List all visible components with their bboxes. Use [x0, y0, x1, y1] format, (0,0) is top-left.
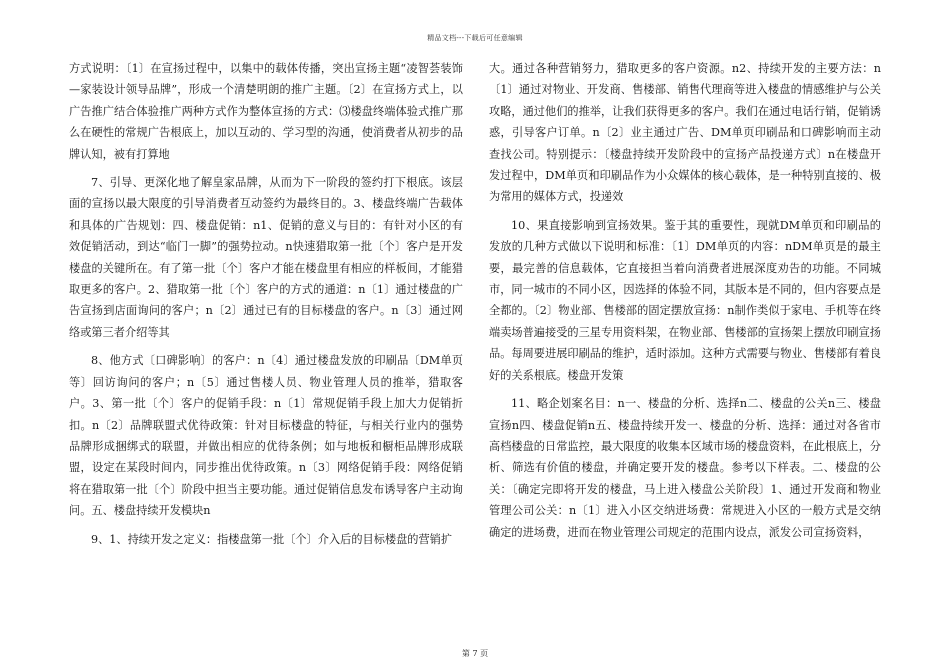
paragraph: 10、果直接影响到宣扬效果。鉴于其的重要性，现就DM单页和印刷品的发放的几种方式做以下说明和标准：〔1〕DM单页的内容：nDM单页是的最主要，最完善的信息载体，它直接担当着向消费者进展深度劝告的功能。不同城市，同一城市的不同小区，因选择的体验不同，其版本是不同的，但内容要点是全都的。〔2〕物业部、售楼部的固定摆放宣扬：n制作类似于家电、手机等在终端卖场普遍接受的三星专用资料架，在物业部、售楼部的宣扬架上摆放印刷宣扬品。每周要进展印刷品的维护，适时添加。这种方式需要与物业、售楼部有着良好的关系根底。楼盘开发策: [489, 218, 881, 382]
paragraph: 7、引导、更深化地了解皇家品牌，从而为下一阶段的签约打下根底。该层面的宣扬以最大限度的引导消费者互动签约为最终目的。3、楼盘终端广告载体和具体的广告规划：四、楼盘促销：n1、促销的意义与目的：有针对小区的有效促销活动，到达“临门一脚”的强势拉动。n快速猎取第一批〔个〕客户是开发楼盘的关键所在。有了第一批〔个〕客户才能在楼盘里有相应的样板间，才能猎取更多的客户。2、猎取第一批〔个〕客户的方式的通道：n〔1〕通过楼盘的广告宣扬到店面询问的客户；n〔2〕通过已有的目标楼盘的客户。n〔3〕通过网络或第三者介绍等其: [69, 176, 463, 339]
left-column: [69, 58, 463, 550]
paragraph: 9、1、持续开发之定义：指楼盘第一批〔个〕介入后的目标楼盘的营销扩: [91, 532, 453, 546]
paragraph: 大。通过各种营销努力，猎取更多的客户资源。n2、持续开发的主要方法：n〔1〕通过对物业、开发商、售楼部、销售代理商等进入楼盘的情感维护与公关攻略，通过他们的推举，让我们获得更多的客户。我们在通过电话行销，促销诱惑，引导客户订单。n〔2〕业主通过广告、DM单页印刷品和口碑影响而主动查找公司。特别提示：〔楼盘持续开发阶段中的宣扬产品投递方式〕n在楼盘开发过程中，DM单页和印刷品作为小众媒体的核心载体，是一种特别直接的、极为常用的媒体方式，投递效: [489, 62, 881, 204]
paragraph: 11、略企划案名目：n一、楼盘的分析、选择n二、楼盘的公关n三、楼盘宣扬n四、楼盘促销n五、楼盘持续开发一、楼盘的分析、选择：通过对各省市高档楼盘的日常监控，最大限度的收集本区域市场的楼盘资料，在此根底上，分析、筛选有价值的楼盘，并确定要开发的楼盘。参考以下样表。二、楼盘的公关：〔确定完即将开发的楼盘，马上进入楼盘公关阶段〕1、通过开发商和物业管理公司公关：n〔1〕进入小区交纳进场费：常规进入小区的一般方式是交纳确定的进场费，进而在物业管理公司规定的范围内设点，派发公司宣扬资料，: [489, 397, 881, 539]
page-number: 第 7 页: [461, 649, 489, 658]
right-column: [489, 58, 881, 543]
paragraph: 8、他方式〔口碑影响〕的客户：n〔4〕通过楼盘发放的印刷品〔DM单页等〕回访询问的客户；n〔5〕通过售楼人员、物业管理人员的推举，猎取客户。3、第一批〔个〕客户的促销手段：n〔1〕常规促销手段上加大力促销折扣。n〔2〕品牌联盟式优待政策：针对目标楼盘的特征，与相关行业内的强势品牌形成捆绑式的联盟，并做出相应的优待条例；如与地板和橱柜品牌形成联盟，设定在某段时间内，同步推出优待政策。n〔3〕网络促销手段：网络促销将在猎取第一批〔个〕阶段中担当主要功能。通过促销信息发布诱导客户主动询问。五、楼盘持续开发模块n: [69, 354, 463, 518]
page-header: 精品文档---下载后可任意编辑: [427, 34, 523, 42]
paragraph: 方式说明：〔1〕在宣扬过程中，以集中的载体传播，突出宣扬主题“凌智荟装饰—家装设计领导品牌”，形成一个清楚明朗的推广主题。〔2〕在宣扬方式上，以广告推广结合体验推广两种方式作为整体宣扬的方式：⑶楼盘终端体验式推广那么在硬性的常规广告根底上，加以互动的、学习型的沟通，使消费者从初步的品牌认知，被有打算地: [69, 62, 463, 161]
